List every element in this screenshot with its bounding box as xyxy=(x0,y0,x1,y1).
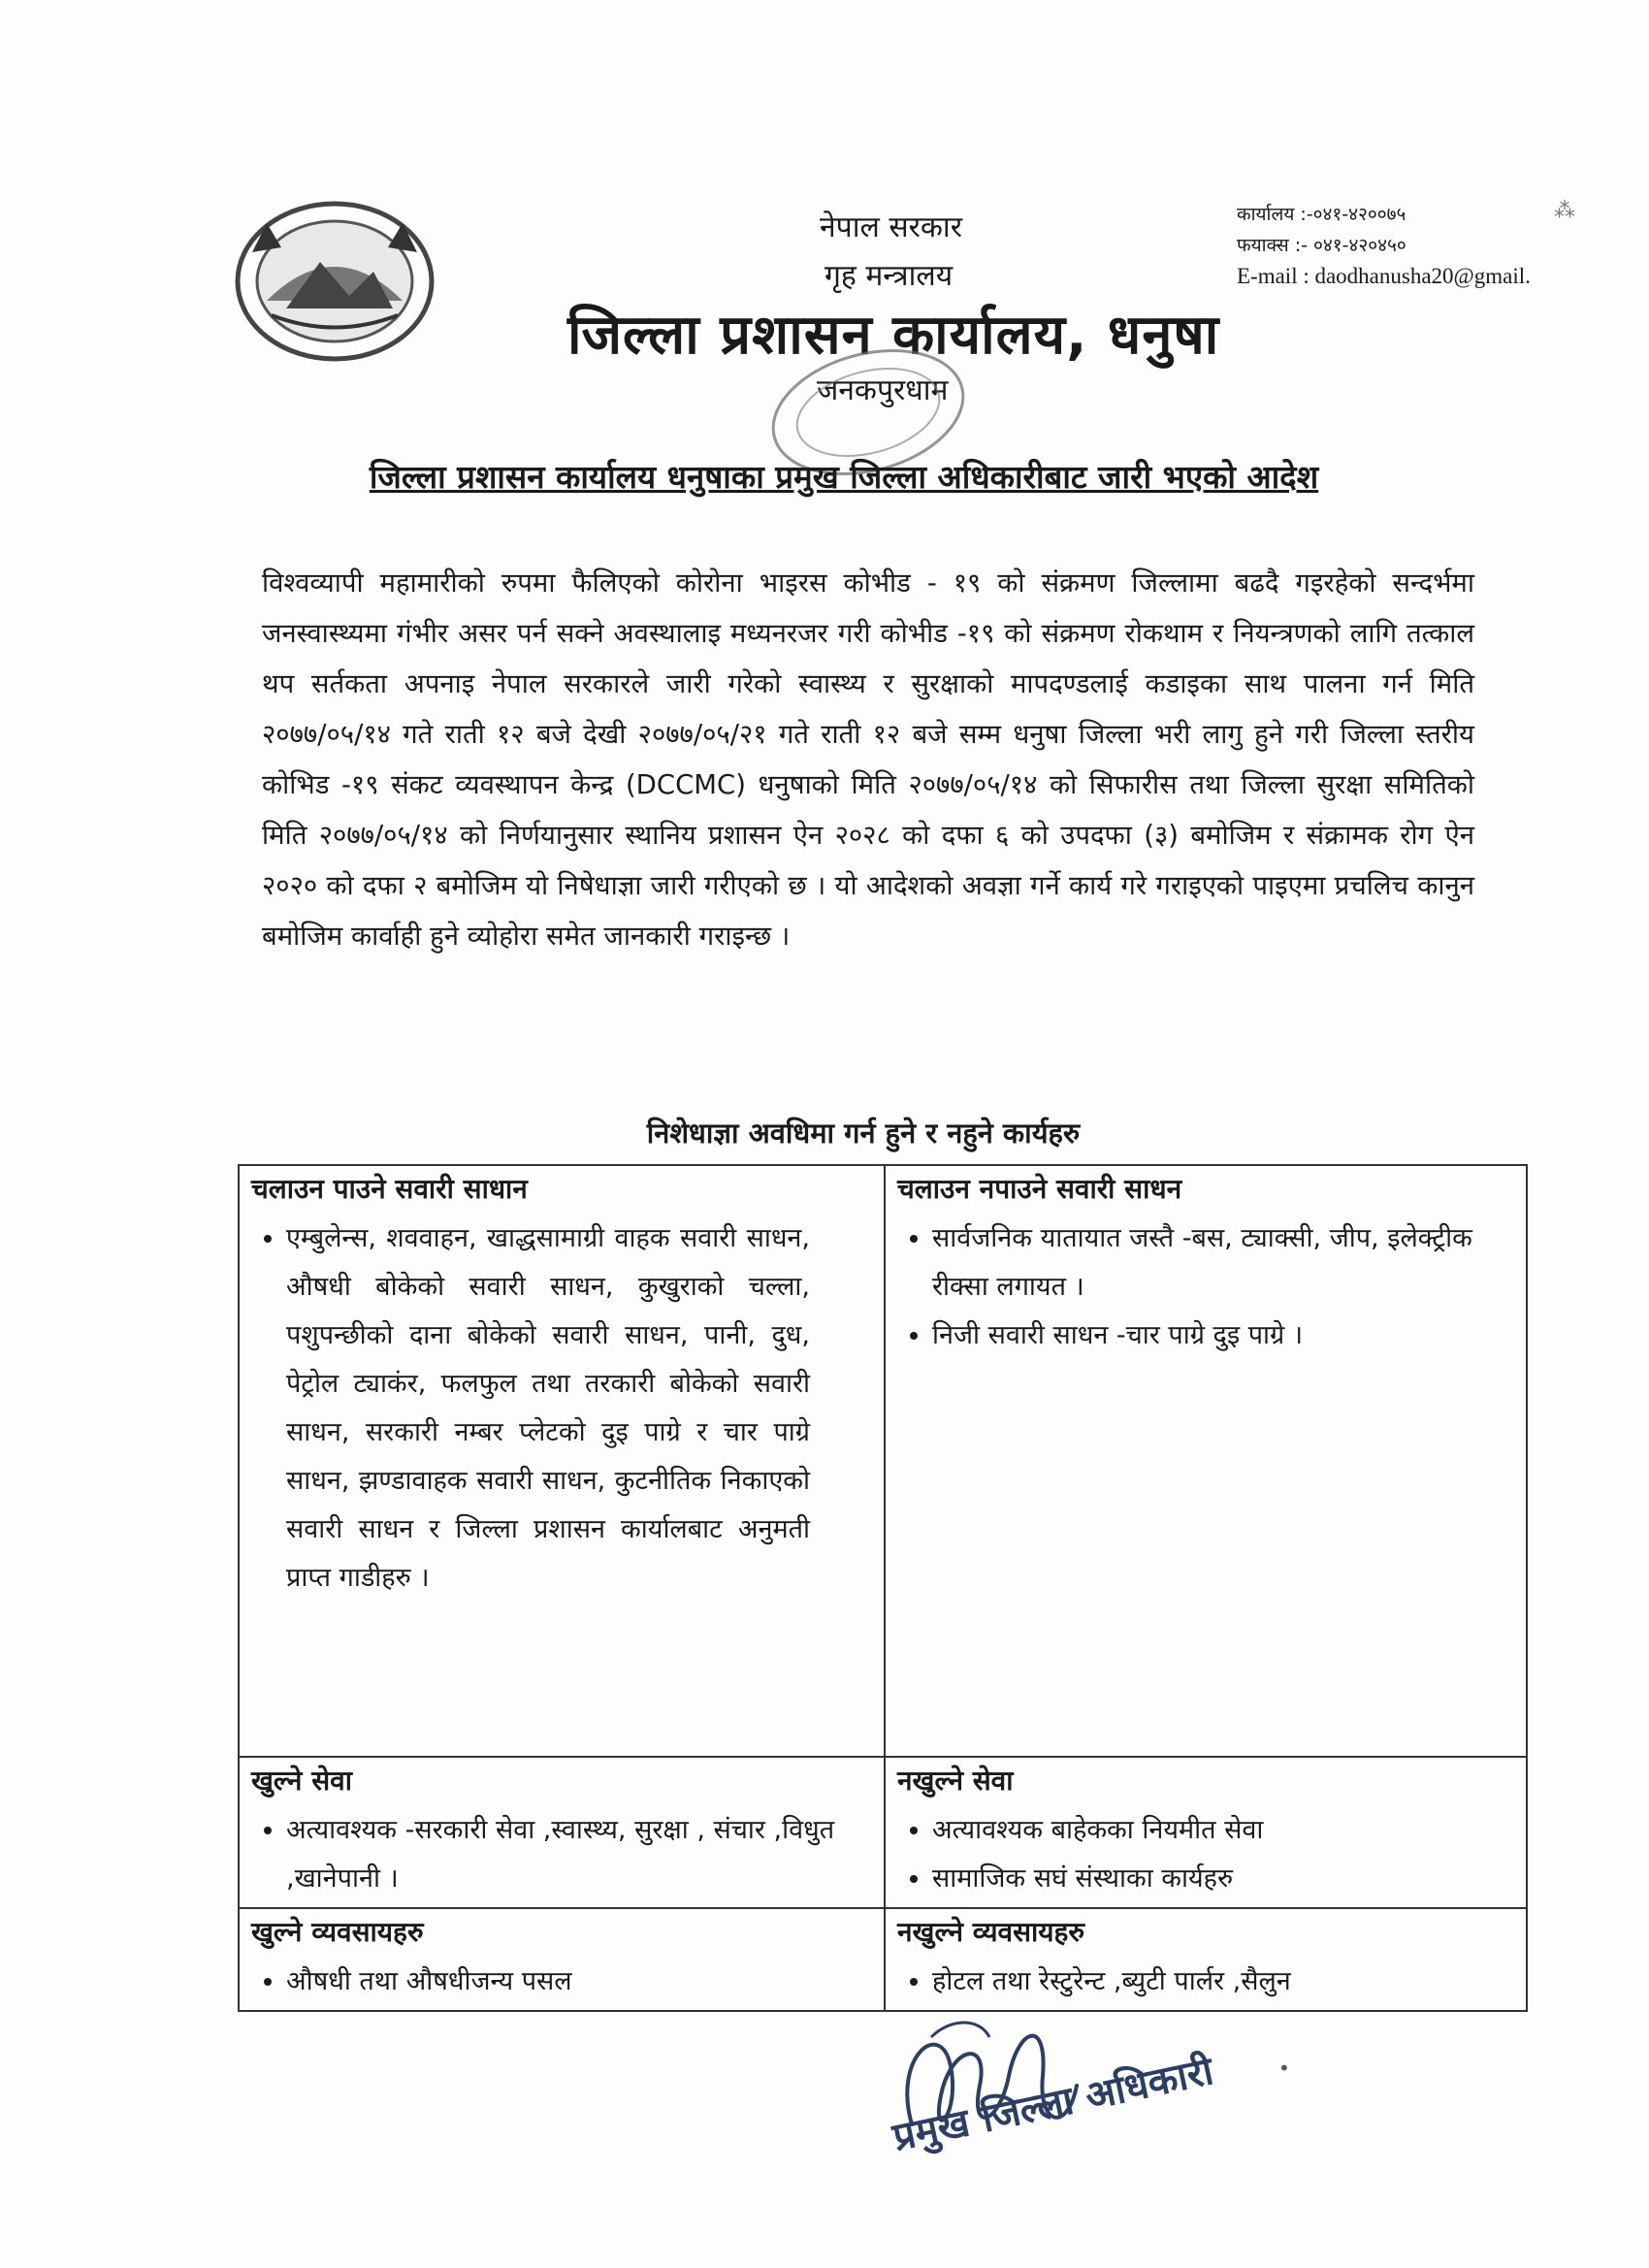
signatory-title: प्रमुख जिल्ला अधिकारी xyxy=(889,2048,1217,2160)
business-open-cell xyxy=(239,1908,885,2011)
ink-dot: • xyxy=(1278,2057,1290,2080)
office-title: जिल्ला प्रशासन कार्यालय, धनुषा xyxy=(567,304,1220,367)
services-open-cell xyxy=(239,1757,885,1908)
table-row xyxy=(239,1165,1527,1757)
vehicles-allowed-cell xyxy=(239,1165,885,1757)
vehicles-not-allowed-title: चलाउन नपाउने सवारी साधन xyxy=(897,1173,1182,1205)
business-open-title: खुल्ने व्यवसायहरु xyxy=(251,1916,424,1948)
government-name: नेपाल सरकार xyxy=(820,211,962,244)
list-item: • सार्वजनिक यातायात जस्तै -बस, ट्याक्सी, जीप, इलेक्ट्रीक रीक्सा लगायत । xyxy=(932,1215,1514,1312)
services-closed-title: नखुल्ने सेवा xyxy=(897,1765,1014,1797)
table-row xyxy=(239,1757,1527,1908)
ministry-name: गृह मन्त्रालय xyxy=(824,259,954,293)
contact-block xyxy=(1237,199,1531,292)
list-item: • होटल तथा रेस्टुरेन्ट ,ब्युटी पार्लर ,सैलुन xyxy=(932,1958,1514,2006)
services-open-title: खुल्ने सेवा xyxy=(251,1765,352,1797)
nepal-emblem xyxy=(228,194,441,369)
fax-number: फयाक्स :- ०४१-४२०४५० xyxy=(1237,235,1406,256)
services-closed-cell xyxy=(885,1757,1527,1908)
office-location: जनकपुरधाम xyxy=(817,373,949,407)
list-item: • अत्यावश्यक -सरकारी सेवा ,स्वास्थ्य, सुरक्षा , संचार ,विधुत ,खानेपानी । xyxy=(286,1806,872,1903)
list-item: • औषधी तथा औषधीजन्य पसल xyxy=(286,1958,872,2006)
scan-mark-icon: ⁂ xyxy=(1554,199,1575,223)
list-item: • निजी सवारी साधन -चार पाग्रे दुइ पाग्रे । xyxy=(932,1312,1514,1360)
table-title: निशेधाज्ञा अवधिमा गर्न हुने र नहुने कार्यहरु xyxy=(646,1117,1081,1150)
office-phone: कार्यालय :-०४१-४२००७५ xyxy=(1237,204,1406,225)
order-body: विश्वव्यापी महामारीको रुपमा फैलिएको कोरोना भाइरस कोभीड - १९ को संक्रमण जिल्लामा बढदै गइरहेको सन्दर्भमा जनस्वास्थ्यमा गंभीर असर पर्न सक्ने अवस्थालाइ मध्यनरजर गरी कोभीड -१९ को संक्रमण रोकथाम र नियन्त्रणको लागि तत्काल थप सर्तकता अपनाइ नेपाल सरकारले जारी गरेको स्वास्थ्य र सुरक्षाको मापदण्डलाई कडाइका साथ पालना गर्न मिति २०७७/०५/१४ गते राती १२ बजे देखी २०७७/०५/२१ गते राती १२ बजे सम्म धनुषा जिल्ला भरी लागु हुने गरी जिल्ला स्तरीय कोभिड -१९ संकट व्यवस्थापन केन्द्र (DCCMC) धनुषाको मिति २०७७/०५/१४ को सिफारीस तथा जिल्ला सुरक्षा समितिको मिति २०७७/०५/१४ को निर्णयानुसार स्थानिय प्रशासन ऐन २०२८ को दफा ६ को उपदफा (३) बमोजिम र संक्रामक रोग ऐन २०२० को दफा २ बमोजिम यो निषेधाज्ञा जारी गरीएको छ । यो आदेशको अवज्ञा गर्ने कार्य गरे गराइएको पाइएमा प्रचलिच कानुन बमोजिम कार्वाही हुने व्योहोरा समेत जानकारी गराइन्छ । xyxy=(262,567,1474,952)
email-address: E-mail : daodhanusha20@gmail. xyxy=(1237,264,1531,288)
vehicles-not-allowed-cell xyxy=(885,1165,1527,1757)
list-item: • अत्यावश्यक बाहेकका नियमीत सेवा xyxy=(932,1806,1514,1855)
list-item: • सामाजिक सघं संस्थाका कार्यहरु xyxy=(932,1855,1514,1903)
vehicles-allowed-title: चलाउन पाउने सवारी साधान xyxy=(251,1173,528,1205)
order-heading: जिल्ला प्रशासन कार्यालय धनुषाका प्रमुख जिल्ला अधिकारीबाट जारी भएको आदेश xyxy=(369,458,1319,496)
business-closed-title: नखुल्ने व्यवसायहरु xyxy=(897,1916,1085,1948)
list-item: • एम्बुलेन्स, शववाहन, खाद्धसामाग्री वाहक सवारी साधन, औषधी बोकेको सवारी साधन, कुखुराको चल्ला, पशुपन्छीको दाना बोकेको सवारी साधन, पानी, दुध, पेट्रोल ट्याकंर, फलफुल तथा तरकारी बोकेको सवारी साधन, सरकारी नम्बर प्लेटको दुइ पाग्रे र चार पाग्रे साधन, झण्डावाहक सवारी साधन, कुटनीतिक निकाएको सवारी साधन र जिल्ला प्रशासन कार्यालबाट अनुमती प्राप्त गाडीहरु । xyxy=(286,1215,810,1603)
restrictions-table xyxy=(238,1164,1528,2012)
